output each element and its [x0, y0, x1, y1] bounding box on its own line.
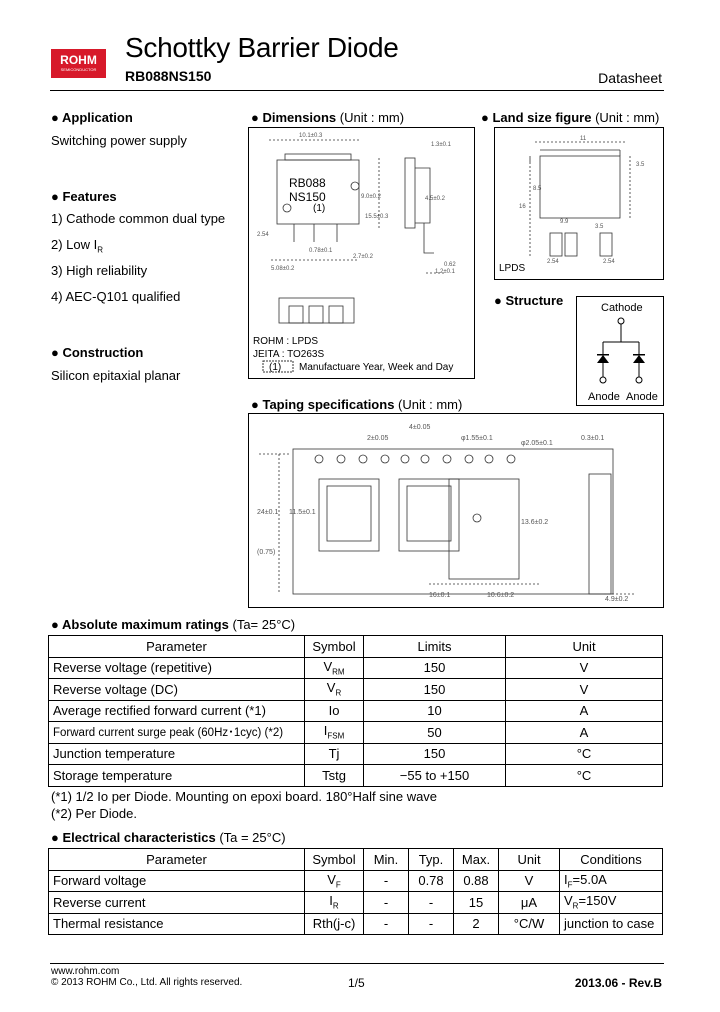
conditions-cell: $V_R=150V$	[560, 892, 663, 914]
tape-label: 16±0.1	[429, 592, 451, 599]
note-description: Manufactuare Year, Week and Day	[299, 362, 454, 373]
conditions-cell: junction to case	[560, 913, 663, 935]
doc-type: Datasheet	[598, 70, 662, 86]
symbol-cell: $I_R$	[305, 892, 364, 914]
revision: 2013.06 - Rev.B	[574, 976, 662, 990]
dim-label: 2.54	[257, 232, 269, 238]
limit-cell: 50	[364, 722, 506, 744]
limit-cell: 10	[364, 700, 506, 722]
elec-heading: ● Electrical characteristics (Ta = 25°C)	[51, 830, 286, 845]
land-label: 3.5	[595, 224, 604, 230]
param-cell: Forward voltage	[49, 870, 305, 892]
diode-symbols	[597, 354, 645, 363]
footer-rule	[50, 963, 664, 964]
tape-label: 4±0.05	[409, 424, 431, 431]
tape-label: 0.3±0.1	[581, 435, 605, 442]
column-header: Limits	[364, 636, 506, 658]
logo-text: ROHM	[60, 53, 97, 67]
limit-cell: 150	[364, 657, 506, 679]
features-heading: ● Features	[51, 189, 117, 204]
conditions-cell: $I_F=5.0A$	[560, 870, 663, 892]
unit-cell: °C	[506, 765, 663, 787]
marking-code: (1)	[313, 203, 326, 214]
symbol-cell: $V_{RM}$	[305, 657, 364, 679]
header-rule	[50, 90, 664, 91]
max-cell: 15	[454, 892, 499, 914]
tape-drawing	[249, 414, 663, 607]
table-row	[49, 743, 663, 765]
unit-cell: V	[506, 679, 663, 701]
feature-item: 1) Cathode common dual type	[51, 211, 226, 226]
symbol-cell: $V_R$	[305, 679, 364, 701]
rohm-logo	[51, 49, 106, 78]
sprocket-holes	[315, 455, 515, 463]
dim-label: 10.1±0.3	[299, 133, 323, 139]
table-row	[49, 765, 663, 787]
note-code: (1)	[269, 362, 282, 373]
limit-cell: −55 to +150	[364, 765, 506, 787]
limit-cell: 150	[364, 743, 506, 765]
limit-cell: 150	[364, 679, 506, 701]
feature-item: 4) AEC-Q101 qualified	[51, 289, 181, 304]
unit-cell: V	[506, 657, 663, 679]
abs-max-note2: (*2) Per Diode.	[51, 806, 137, 821]
anode1-label: Anode	[588, 391, 620, 403]
dim-label: 0.78±0.1	[309, 248, 333, 254]
taping-drawing-box	[248, 413, 664, 608]
dim-label: 5.08±0.2	[271, 266, 295, 272]
dim-label: 9.0±0.2	[361, 194, 381, 200]
dimensions-heading: ● Dimensions (Unit : mm)	[251, 110, 405, 125]
page-number: 1/5	[348, 976, 365, 990]
structure-heading: ● Structure	[494, 293, 564, 308]
tape-label: 24±0.1	[257, 509, 279, 516]
footer-url[interactable]: www.rohm.com	[51, 966, 120, 977]
column-header: Symbol	[305, 636, 364, 658]
max-cell: 0.88	[454, 870, 499, 892]
application-heading: ● Application	[51, 110, 133, 125]
max-cell: 2	[454, 913, 499, 935]
land-label: 3.5	[636, 162, 645, 168]
symbol-cell: $V_F$	[305, 870, 364, 892]
construction-text: Silicon epitaxial planar	[51, 368, 181, 383]
param-cell: Storage temperature	[49, 765, 305, 787]
symbol-cell: Tj	[305, 743, 364, 765]
unit-cell: °C	[506, 743, 663, 765]
dim-label: 4.5±0.2	[425, 196, 445, 202]
column-header: Min.	[364, 849, 409, 871]
unit-cell: °C/W	[499, 913, 560, 935]
marking-line1: RB088	[289, 176, 326, 190]
symbol-cell: Io	[305, 700, 364, 722]
param-cell: Junction temperature	[49, 743, 305, 765]
dim-label: 1.2±0.1	[435, 269, 455, 275]
dim-label: 2.7±0.2	[353, 254, 373, 260]
typ-cell: -	[409, 892, 454, 914]
abs-max-heading: ● Absolute maximum ratings (Ta= 25°C)	[51, 617, 296, 632]
cathode-label: Cathode	[601, 302, 643, 314]
min-cell: -	[364, 870, 409, 892]
logo-subtext: SEMICONDUCTOR	[60, 67, 97, 72]
tape-label: φ2.05±0.1	[521, 440, 553, 447]
typ-cell: -	[409, 913, 454, 935]
table-header-row	[49, 636, 663, 658]
unit-cell: μA	[499, 892, 560, 914]
land-pattern-drawing	[495, 128, 663, 279]
package-outline-drawing	[249, 128, 474, 378]
table-row	[49, 892, 663, 914]
abs-max-note1: (*1) 1/2 Io per Diode. Mounting on epoxi board. 180°Half sine wave	[51, 789, 438, 804]
unit-cell: V	[499, 870, 560, 892]
anode2-label: Anode	[626, 391, 658, 403]
tape-label: 11.5±0.1	[289, 509, 316, 516]
symbol-cell: Rth(j-c)	[305, 913, 364, 935]
unit-cell: A	[506, 722, 663, 744]
elec-table	[48, 848, 663, 935]
dimensions-drawing-box	[248, 127, 475, 379]
part-number: RB088NS150	[125, 68, 212, 84]
land-label: 8.5	[533, 186, 542, 192]
symbol-cell: $I_{FSM}$	[305, 722, 364, 744]
column-header: Symbol	[305, 849, 364, 871]
application-text: Switching power supply	[51, 133, 187, 148]
tape-label: φ1.55±0.1	[461, 435, 493, 442]
column-header: Unit	[506, 636, 663, 658]
package-rohm-note: ROHM : LPDS	[253, 336, 319, 347]
footer-copyright: © 2013 ROHM Co., Ltd. All rights reserved.	[51, 977, 243, 988]
construction-heading: ● Construction	[51, 345, 144, 360]
package-jeita-note: JEITA : TO263S	[253, 349, 325, 360]
param-cell: Average rectified forward current (*1)	[49, 700, 305, 722]
column-header: Parameter	[49, 849, 305, 871]
land-label: 11	[580, 136, 587, 142]
dim-label: 15.5±0.3	[365, 214, 389, 220]
min-cell: -	[364, 913, 409, 935]
param-cell: Reverse voltage (repetitive)	[49, 657, 305, 679]
feature-item: 2) Low $I_R$	[51, 237, 104, 255]
column-header: Max.	[454, 849, 499, 871]
marking-line2: NS150	[289, 190, 326, 204]
land-label: 2.54	[603, 259, 615, 265]
table-header-row	[49, 849, 663, 871]
table-row	[49, 657, 663, 679]
column-header: Typ.	[409, 849, 454, 871]
structure-diagram-box	[576, 296, 664, 406]
diode-schematic	[577, 297, 663, 405]
table-row	[49, 722, 663, 744]
param-cell: Forward current surge peak (60Hz･1cyc) (*2)	[49, 722, 305, 744]
tape-label: 10.6±0.2	[487, 592, 515, 599]
table-row	[49, 700, 663, 722]
taping-heading: ● Taping specifications (Unit : mm)	[251, 397, 463, 412]
tape-label: 13.6±0.2	[521, 519, 549, 526]
land-package-name: LPDS	[499, 263, 526, 274]
param-cell: Reverse current	[49, 892, 305, 914]
tape-label: 2±0.05	[367, 435, 389, 442]
tape-label: 4.9±0.2	[605, 596, 629, 603]
page-title: Schottky Barrier Diode	[125, 32, 399, 63]
land-size-drawing-box	[494, 127, 664, 280]
feature-item: 3) High reliability	[51, 263, 148, 278]
table-row	[49, 679, 663, 701]
typ-cell: 0.78	[409, 870, 454, 892]
land-label: 2.54	[547, 259, 559, 265]
table-row	[49, 870, 663, 892]
dim-label: 1.3±0.1	[431, 142, 451, 148]
land-size-heading: ● Land size figure (Unit : mm)	[481, 110, 660, 125]
tape-label: (0.75)	[257, 549, 276, 556]
min-cell: -	[364, 892, 409, 914]
param-cell: Reverse voltage (DC)	[49, 679, 305, 701]
param-cell: Thermal resistance	[49, 913, 305, 935]
table-row	[49, 913, 663, 935]
column-header: Parameter	[49, 636, 305, 658]
symbol-cell: Tstg	[305, 765, 364, 787]
column-header: Unit	[499, 849, 560, 871]
dim-label: 0.62	[444, 262, 456, 268]
column-header: Conditions	[560, 849, 663, 871]
abs-max-table	[48, 635, 663, 787]
land-label: 9.9	[560, 219, 569, 225]
unit-cell: A	[506, 700, 663, 722]
land-label: 16	[519, 204, 526, 210]
